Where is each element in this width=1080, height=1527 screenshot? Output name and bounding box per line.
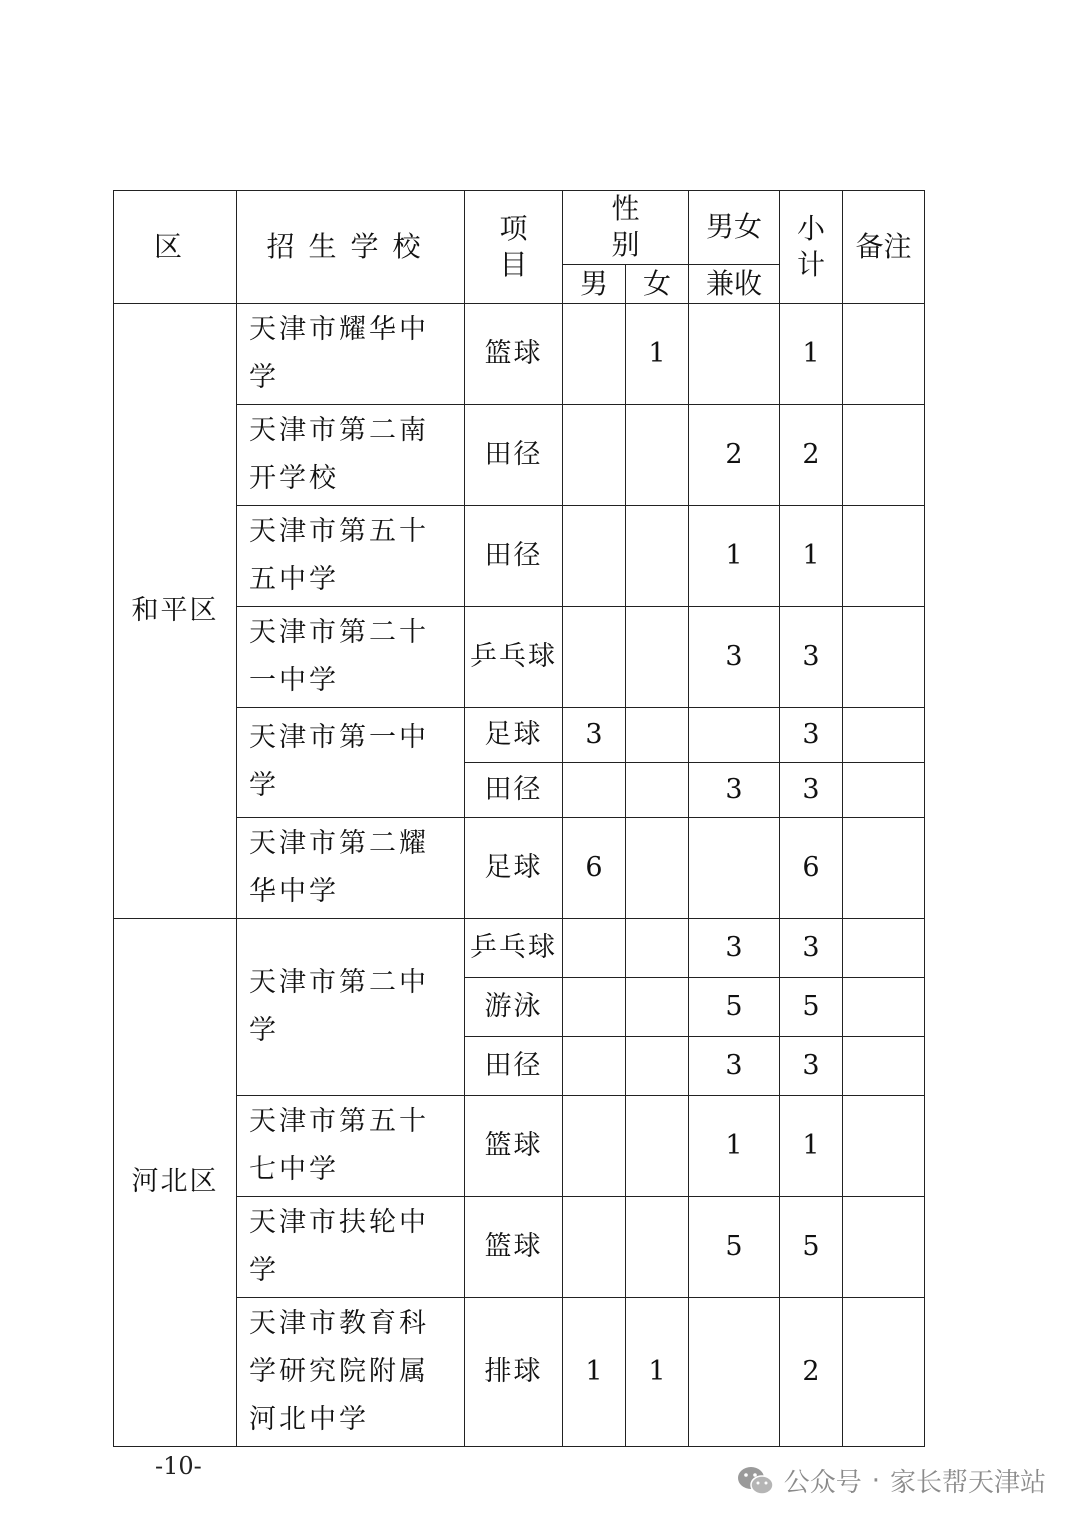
header-subtotal xyxy=(780,191,843,304)
mixed-count: 5 xyxy=(689,1196,780,1297)
school-cell: 天津市第一中学 xyxy=(237,707,465,817)
wechat-icon xyxy=(736,1464,776,1498)
mixed-count: 1 xyxy=(689,505,780,606)
remarks-cell xyxy=(843,404,925,505)
school-cell: 天津市第五十七中学 xyxy=(237,1095,465,1196)
sport-cell: 乒乓球 xyxy=(465,606,563,707)
sport-cell: 足球 xyxy=(465,817,563,918)
school-cell: 天津市第五十五中学 xyxy=(237,505,465,606)
remarks-cell xyxy=(843,606,925,707)
female-count xyxy=(626,404,689,505)
subtotal-count: 3 xyxy=(780,762,843,817)
header-sport xyxy=(465,191,563,304)
sport-cell: 田径 xyxy=(465,505,563,606)
mixed-count xyxy=(689,707,780,762)
male-count xyxy=(563,606,626,707)
school-cell: 天津市教育科学研究院附属河北中学 xyxy=(237,1297,465,1446)
school-cell: 天津市第二中学 xyxy=(237,918,465,1095)
male-count xyxy=(563,1036,626,1095)
header-sport-top: 项 xyxy=(499,211,528,245)
sport-cell: 田径 xyxy=(465,762,563,817)
district-heping: 和平区 xyxy=(114,303,237,918)
watermark-name: 家长帮天津站 xyxy=(889,1468,1046,1498)
header-mixed-top: 男女 xyxy=(689,191,780,265)
subtotal-count: 3 xyxy=(780,606,843,707)
subtotal-count: 1 xyxy=(780,303,843,404)
female-count: 1 xyxy=(626,303,689,404)
remarks-cell xyxy=(843,505,925,606)
remarks-cell xyxy=(843,762,925,817)
male-count xyxy=(563,762,626,817)
mixed-count xyxy=(689,1297,780,1446)
female-count xyxy=(626,1196,689,1297)
female-count xyxy=(626,606,689,707)
table-row xyxy=(114,918,925,977)
female-count xyxy=(626,505,689,606)
mixed-count: 3 xyxy=(689,606,780,707)
remarks-cell xyxy=(843,1036,925,1095)
remarks-cell xyxy=(843,1095,925,1196)
header-male: 男 xyxy=(563,264,626,303)
remarks-cell xyxy=(843,918,925,977)
table-row xyxy=(114,303,925,404)
sport-cell: 篮球 xyxy=(465,1095,563,1196)
male-count: 3 xyxy=(563,707,626,762)
mixed-count xyxy=(689,817,780,918)
sport-cell: 田径 xyxy=(465,1036,563,1095)
male-count: 1 xyxy=(563,1297,626,1446)
remarks-cell xyxy=(843,303,925,404)
remarks-cell xyxy=(843,707,925,762)
header-subtotal-bottom: 计 xyxy=(797,247,826,281)
female-count xyxy=(626,918,689,977)
sport-cell: 游泳 xyxy=(465,977,563,1036)
male-count xyxy=(563,977,626,1036)
enrollment-table xyxy=(113,190,925,1447)
header-mixed-bottom: 兼收 xyxy=(689,264,780,303)
sport-cell: 乒乓球 xyxy=(465,918,563,977)
school-cell: 天津市耀华中学 xyxy=(237,303,465,404)
school-cell: 天津市扶轮中学 xyxy=(237,1196,465,1297)
mixed-count: 3 xyxy=(689,918,780,977)
remarks-cell xyxy=(843,1297,925,1446)
school-cell: 天津市第二南开学校 xyxy=(237,404,465,505)
female-count xyxy=(626,762,689,817)
male-count xyxy=(563,404,626,505)
sport-cell: 篮球 xyxy=(465,303,563,404)
male-count xyxy=(563,505,626,606)
header-gender: 性别 xyxy=(563,191,689,265)
subtotal-count: 2 xyxy=(780,404,843,505)
header-female: 女 xyxy=(626,264,689,303)
header-subtotal-top: 小 xyxy=(797,211,826,245)
female-count: 1 xyxy=(626,1297,689,1446)
page-number: -10- xyxy=(155,1452,202,1480)
subtotal-count: 3 xyxy=(780,1036,843,1095)
watermark-dot: · xyxy=(871,1465,880,1496)
mixed-count: 1 xyxy=(689,1095,780,1196)
subtotal-count: 5 xyxy=(780,1196,843,1297)
mixed-count: 2 xyxy=(689,404,780,505)
male-count: 6 xyxy=(563,817,626,918)
mixed-count: 5 xyxy=(689,977,780,1036)
remarks-cell xyxy=(843,1196,925,1297)
female-count xyxy=(626,1095,689,1196)
female-count xyxy=(626,1036,689,1095)
male-count xyxy=(563,1095,626,1196)
sport-cell: 篮球 xyxy=(465,1196,563,1297)
school-cell: 天津市第二十一中学 xyxy=(237,606,465,707)
male-count xyxy=(563,303,626,404)
mixed-count xyxy=(689,303,780,404)
header-remarks: 备注 xyxy=(843,191,925,304)
female-count xyxy=(626,707,689,762)
watermark xyxy=(736,1462,1046,1499)
sport-cell: 田径 xyxy=(465,404,563,505)
sport-cell: 足球 xyxy=(465,707,563,762)
female-count xyxy=(626,977,689,1036)
subtotal-count: 1 xyxy=(780,505,843,606)
subtotal-count: 2 xyxy=(780,1297,843,1446)
male-count xyxy=(563,918,626,977)
header-sport-bottom: 目 xyxy=(499,247,528,281)
subtotal-count: 3 xyxy=(780,707,843,762)
female-count xyxy=(626,817,689,918)
school-cell: 天津市第二耀华中学 xyxy=(237,817,465,918)
mixed-count: 3 xyxy=(689,1036,780,1095)
sport-cell: 排球 xyxy=(465,1297,563,1446)
watermark-account: 公众号 xyxy=(783,1468,862,1498)
subtotal-count: 6 xyxy=(780,817,843,918)
remarks-cell xyxy=(843,817,925,918)
male-count xyxy=(563,1196,626,1297)
subtotal-count: 3 xyxy=(780,918,843,977)
mixed-count: 3 xyxy=(689,762,780,817)
header-school: 招生学校 xyxy=(237,191,465,304)
subtotal-count: 5 xyxy=(780,977,843,1036)
subtotal-count: 1 xyxy=(780,1095,843,1196)
header-district: 区 xyxy=(114,191,237,304)
remarks-cell xyxy=(843,977,925,1036)
district-hebei: 河北区 xyxy=(114,918,237,1446)
